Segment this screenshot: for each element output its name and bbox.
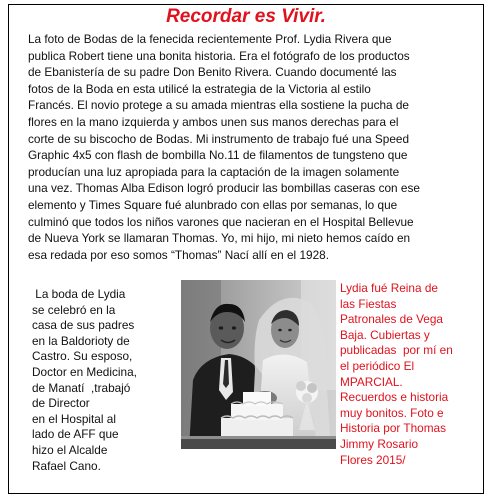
left-caption-line: de Manatí ,trabajó	[32, 380, 131, 395]
intro-line: flores en la mano izquierda y ambos unen sus manos derechas para el	[28, 114, 399, 129]
right-caption-line: Historia por Thomas	[340, 421, 446, 436]
article-intro	[28, 31, 465, 263]
left-caption-line: en la Baldorioty de	[32, 333, 130, 348]
intro-line: culminó que todos los niños varones que nacieran en el Hospital Bellevue	[28, 214, 414, 229]
right-caption	[340, 281, 478, 468]
wedding-photo-image	[181, 280, 336, 449]
intro-line: publica Robert tiene una bonita historia. Era el fotógrafo de los productos	[28, 48, 410, 63]
left-caption-line: lado de AFF que	[32, 427, 119, 442]
right-caption-line: Jimmy Rosario	[340, 436, 418, 451]
wedding-photo	[181, 280, 336, 449]
right-caption-line: publicadas por mí en	[340, 343, 453, 358]
left-caption-line: Castro. Su esposo,	[32, 349, 133, 364]
intro-line: elemento y Times Square fué alunbrado con ellas por semanas, lo que	[28, 197, 398, 212]
right-caption-line: muy bonitos. Foto e	[340, 405, 444, 420]
intro-line: Graphic 4x5 con flash de bombilla No.11 de filamentos de tungsteno que	[28, 148, 408, 163]
article-title: Recordar es Vivir.	[166, 6, 326, 27]
right-caption-line: el periódico El	[340, 358, 415, 373]
intro-line: de Nueva York se llamaran Thomas. Yo, mi hijo, mi nieto hemos caído en	[28, 231, 411, 246]
right-caption-line: las Fiestas	[340, 296, 397, 311]
left-caption-line: casa de sus padres	[32, 318, 135, 333]
left-caption-line: se celebró en la	[32, 302, 116, 317]
intro-line: Francés. El novio protege a su amada mientras ella sostiene la pucha de	[28, 98, 409, 113]
intro-line: corte de su biscocho de Bodas. Mi instrumento de trabajo fué una Speed	[28, 131, 410, 146]
intro-line: producían una luz apropiada para la captación de la imagen solamente	[28, 164, 400, 179]
left-caption-line: Doctor en Medicina,	[32, 364, 137, 379]
intro-line: La foto de Bodas de la fenecida recientemente Prof. Lydia Rivera que	[28, 32, 392, 46]
left-caption-line: hizo el Alcalde	[32, 442, 108, 457]
right-caption-line: Flores 2015/	[340, 452, 406, 467]
right-caption-line: MPARCIAL.	[340, 374, 403, 389]
right-caption-line: Lydia fué Reina de	[340, 281, 438, 295]
left-caption-line: Rafael Cano.	[32, 458, 101, 473]
intro-line: una vez. Thomas Alba Edison logró producir las bombillas caseras con ese	[28, 181, 420, 196]
right-caption-line: Recuerdos e historia	[340, 390, 449, 405]
right-caption-line: Patronales de Vega	[340, 312, 443, 327]
intro-line: fotos de la Boda en esta utilicé la estrategia de la Victoria al estilo	[28, 81, 371, 96]
intro-line: de Ebanistería de su padre Don Benito Rivera. Cuando documenté las	[28, 65, 397, 80]
right-caption-line: Baja. Cubiertas y	[340, 327, 430, 342]
left-caption-line: en el Hospital al	[32, 411, 116, 426]
left-caption-line: La boda de Lydia	[32, 287, 126, 301]
left-caption	[32, 287, 172, 474]
left-caption-line: de Director	[32, 396, 90, 411]
intro-line: esa redada por eso somos “Thomas” Nací allí en el 1928.	[28, 247, 329, 262]
